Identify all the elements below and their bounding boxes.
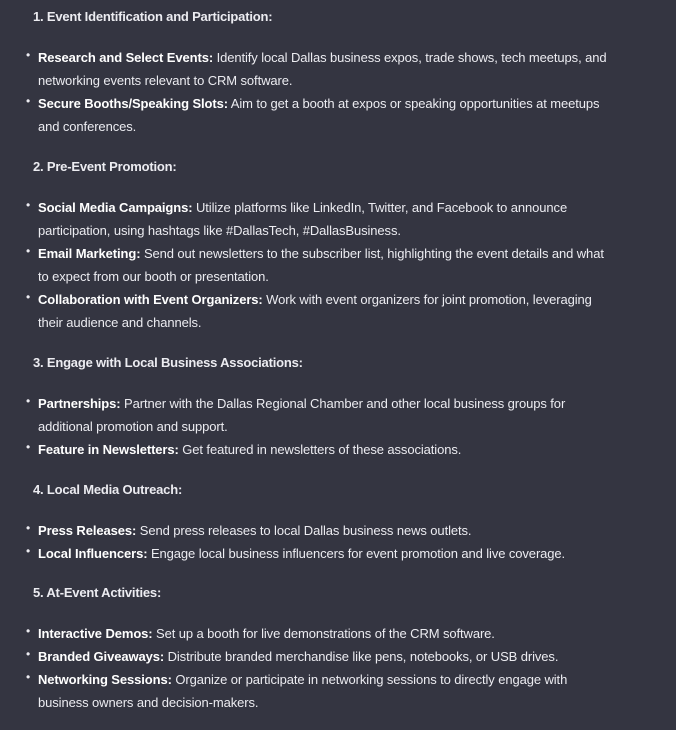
bullet-list (0, 196, 676, 334)
list-item (0, 519, 676, 542)
list-item (0, 46, 676, 92)
item-text: Get featured in newsletters of these associations. (178, 442, 462, 457)
item-term: Networking Sessions: (38, 672, 172, 687)
item-term: Social Media Campaigns: (38, 200, 193, 215)
list-item (0, 392, 676, 438)
bullet-icon: • (26, 440, 31, 454)
item-term: Secure Booths/Speaking Slots: (38, 96, 228, 111)
list-item (0, 438, 676, 461)
list-item (0, 196, 676, 242)
item-term: Partnerships: (38, 396, 121, 411)
bullet-icon: • (26, 624, 31, 638)
section-local-business-associations (0, 353, 676, 461)
section-heading: 5. At-Event Activities: (33, 585, 162, 600)
item-text: Utilize platforms like LinkedIn, Twitter, and Facebook to announce participation, using hashtags like #DallasTech, #DallasBusiness. (38, 200, 568, 238)
item-term: Local Influencers: (38, 546, 148, 561)
item-text: Engage local business influencers for event promotion and live coverage. (147, 546, 566, 561)
item-term: Press Releases: (38, 523, 137, 538)
bullet-icon: • (26, 94, 31, 108)
item-text: Work with event organizers for joint promotion, leveraging their audience and channels. (38, 292, 592, 330)
item-text: Set up a booth for live demonstrations of the CRM software. (152, 626, 495, 641)
item-term: Research and Select Events: (38, 50, 214, 65)
item-term: Collaboration with Event Organizers: (38, 292, 263, 307)
list-item (0, 645, 676, 668)
bullet-list (0, 622, 676, 714)
item-text: Distribute branded merchandise like pens, notebooks, or USB drives. (164, 649, 559, 664)
list-item (0, 92, 676, 138)
section-at-event-activities (0, 583, 676, 714)
item-term: Feature in Newsletters: (38, 442, 179, 457)
list-item (0, 288, 676, 334)
bullet-list (0, 46, 676, 138)
bullet-icon: • (26, 521, 31, 535)
item-text: Send press releases to local Dallas business news outlets. (136, 523, 472, 538)
item-text: Send out newsletters to the subscriber list, highlighting the event details and what to expect from our booth or presentation. (38, 246, 604, 284)
section-heading: 1. Event Identification and Participation: (33, 9, 273, 24)
section-heading: 2. Pre-Event Promotion: (33, 159, 177, 174)
list-item (0, 242, 676, 288)
bullet-icon: • (26, 670, 31, 684)
item-text: Identify local Dallas business expos, trade shows, tech meetups, and networking events relevant to CRM software. (38, 50, 607, 88)
section-local-media-outreach (0, 480, 676, 565)
bullet-icon: • (26, 290, 31, 304)
bullet-icon: • (26, 48, 31, 62)
item-term: Interactive Demos: (38, 626, 153, 641)
bullet-icon: • (26, 647, 31, 661)
section-heading: 4. Local Media Outreach: (33, 482, 183, 497)
item-text: Organize or participate in networking sessions to directly engage with business owners and decision-makers. (38, 672, 568, 710)
list-item (0, 668, 676, 714)
bullet-icon: • (26, 394, 31, 408)
item-term: Email Marketing: (38, 246, 141, 261)
item-term: Branded Giveaways: (38, 649, 165, 664)
bullet-list (0, 392, 676, 461)
list-item (0, 622, 676, 645)
section-heading: 3. Engage with Local Business Associations: (33, 355, 303, 370)
bullet-icon: • (26, 244, 31, 258)
bullet-icon: • (26, 544, 31, 558)
item-text: Aim to get a booth at expos or speaking opportunities at meetups and conferences. (38, 96, 600, 134)
item-text: Partner with the Dallas Regional Chamber and other local business groups for additional promotion and support. (38, 396, 566, 434)
list-item (0, 542, 676, 565)
bullet-icon: • (26, 198, 31, 212)
section-pre-event-promotion (0, 157, 676, 334)
bullet-list (0, 519, 676, 565)
section-event-identification (0, 7, 676, 138)
